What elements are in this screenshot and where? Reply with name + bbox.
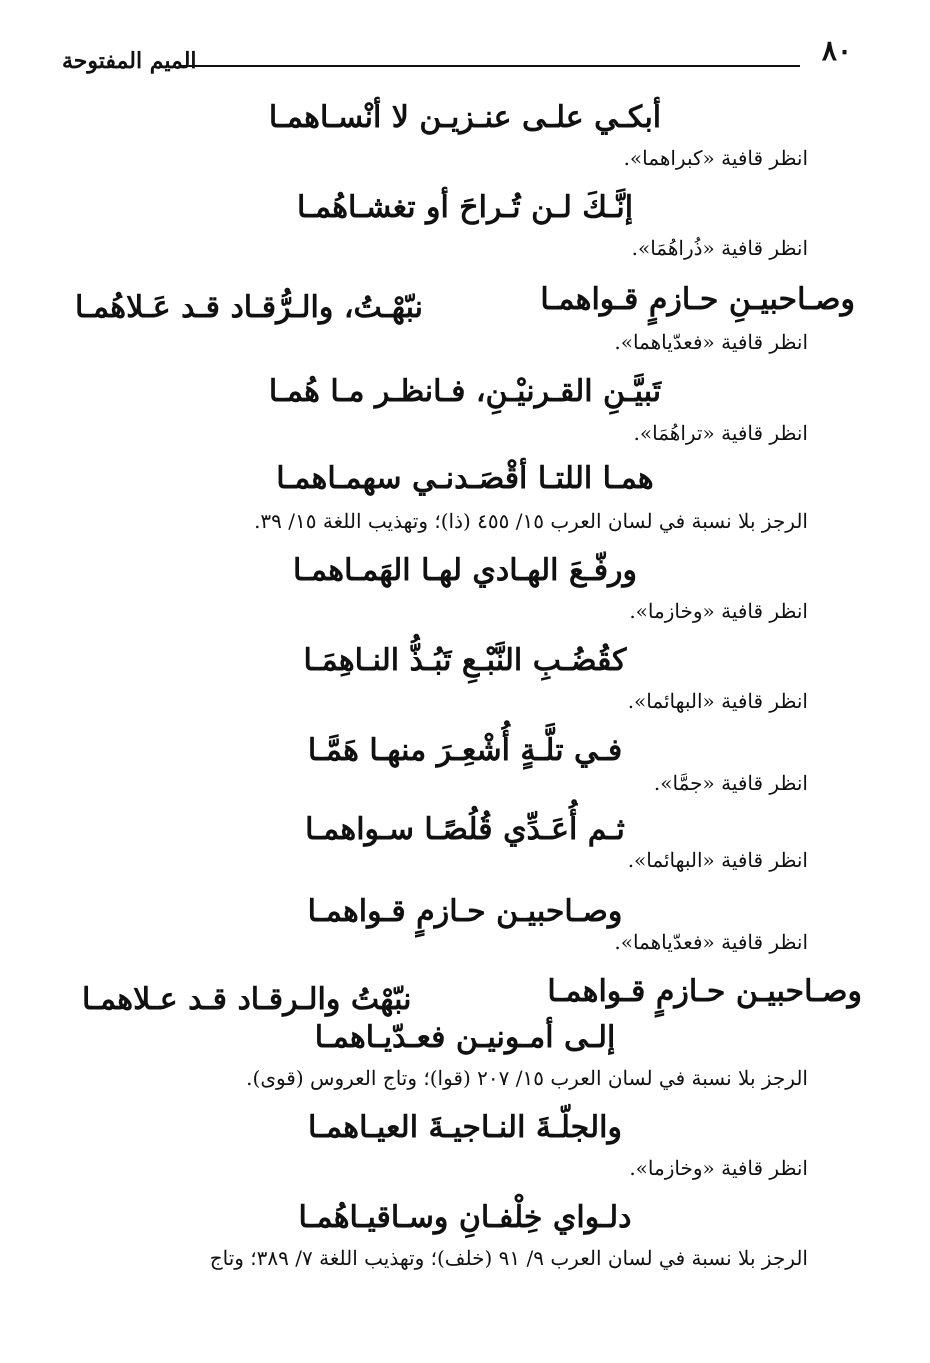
verse-line: إنَّـكَ لـن تُـراحَ أو تغشـاهُمـا bbox=[296, 190, 634, 225]
chapter-title: الميم المفتوحة bbox=[62, 48, 197, 74]
verse-line: كقُضُـبِ النَّبْـعِ تَبُـذُّ النـاهِمَـا bbox=[303, 643, 627, 678]
reference-note: الرجز بلا نسبة في لسان العرب ٩/ ٩١ (خلف)؛ وتهذيب اللغة ٧/ ٣٨٩؛ وتاج bbox=[209, 1246, 808, 1270]
reference-note: انظر قافية «فعدّياهما». bbox=[614, 330, 808, 354]
reference-note: انظر قافية «البهائما». bbox=[627, 848, 808, 872]
reference-note: انظر قافية «ذُراهُمَا». bbox=[631, 236, 808, 260]
verse-line: ثـم أُعَـدِّي قُلُصًـا سـواهمـا bbox=[305, 812, 625, 847]
verse-hemistich-left: نبّهْتُ والـرقـاد قـد عـلاهمـا bbox=[82, 982, 412, 1017]
reference-note: انظر قافية «جمَّا». bbox=[653, 771, 808, 795]
reference-note: انظر قافية «تراهُمَا». bbox=[633, 421, 808, 445]
reference-note: انظر قافية «فعدّياهما». bbox=[614, 930, 808, 954]
reference-note: انظر قافية «وخازما». bbox=[629, 1156, 808, 1180]
verse-line: والجلّـةَ النـاجيـةَ العيـاهمـا bbox=[308, 1110, 622, 1145]
verse-line: وصـاحبيـن حـازمٍ قـواهمـا bbox=[307, 894, 623, 929]
verse-hemistich-right: وصـاحبيـن حـازمٍ قـواهمـا bbox=[547, 974, 862, 1009]
verse-hemistich-right: وصـاحبيـنِ حـازمٍ قـواهمـا bbox=[540, 282, 855, 317]
verse-line: دلـواي خِلْفـانِ وسـاقيـاهُمـا bbox=[298, 1200, 632, 1235]
page-header bbox=[62, 30, 852, 80]
verse-line: همـا اللتـا أقْصَـدنـي سهمـاهمـا bbox=[276, 461, 654, 496]
verse-line: تَبيَّـنِ القـرنيْـنِ، فـانظـر مـا هُمـا bbox=[268, 374, 662, 409]
reference-note: الرجز بلا نسبة في لسان العرب ١٥/ ٢٠٧ (قوا)؛ وتاج العروس (قوى). bbox=[246, 1066, 808, 1090]
verse-line: أبكـي علـى عنـزيـن لا أنْسـاهمـا bbox=[268, 100, 662, 135]
reference-note: انظر قافية «البهائما». bbox=[627, 689, 808, 713]
header-rule bbox=[180, 65, 800, 67]
reference-note: الرجز بلا نسبة في لسان العرب ١٥/ ٤٥٥ (ذا)؛ وتهذيب اللغة ١٥/ ٣٩. bbox=[254, 509, 808, 533]
page-number: ٨٠ bbox=[821, 34, 852, 67]
reference-note: انظر قافية «وخازما». bbox=[629, 599, 808, 623]
verse-line: ورفّـعَ الهـادي لهـا الهَمـاهمـا bbox=[292, 553, 638, 588]
verse-line: فـي تلَّـةٍ أُشْعِـرَ منهـا هَمَّـا bbox=[307, 733, 623, 768]
reference-note: انظر قافية «كبراهما». bbox=[623, 146, 808, 170]
verse-hemistich-left: نبّهْـتُ، والـرُّقـاد قـد عَـلاهُمـا bbox=[75, 290, 423, 325]
verse-line: إلـى أمـونيـن فعـدّيـاهمـا bbox=[314, 1020, 616, 1055]
